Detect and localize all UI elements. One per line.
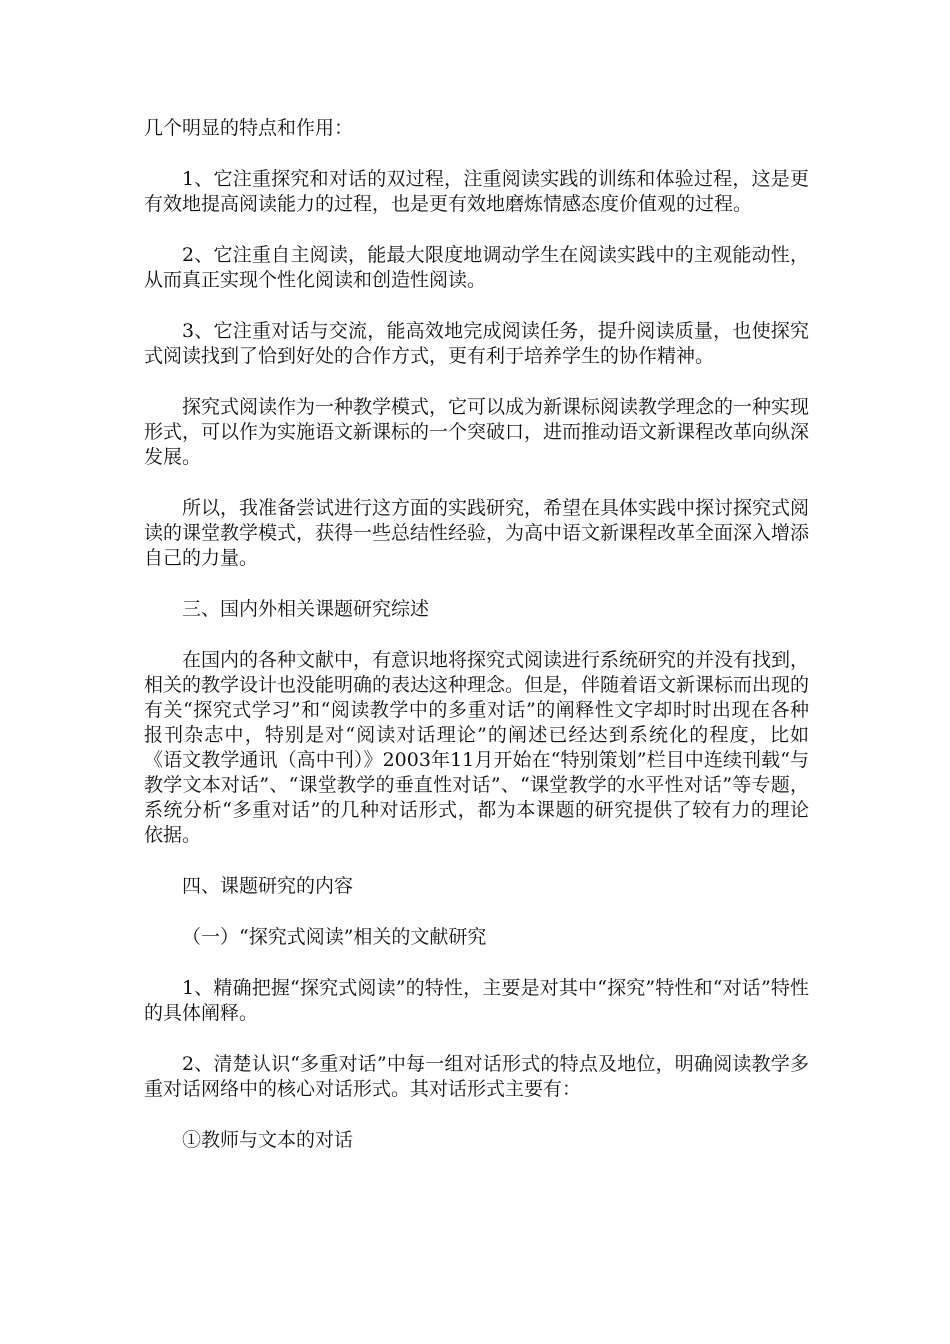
paragraph-literature-review: 在国内的各种文献中，有意识地将探究式阅读进行系统研究的并没有找到，相关的教学设计也没能明确的表达这种理念。但是，伴随着语文新课标而出现的有关“探究式学习”和“阅读教学中的多重对话”的阐释性文字却时时出现在各种报刊杂志中，特别是对“阅读对话理论”的阐述已经达到系统化的程度，比如《语文教学通讯（高中刊）》2003年11月开始在“特别策划”栏目中连续刊载“与教学文本对话”、“课堂教学的垂直性对话”、“课堂教学的水平性对话”等专题，系统分析“多重对话”的几种对话形式，都为本课题的研究提供了较有力的理论依据。 [144,649,810,846]
paragraph-feature-3: 3、它注重对话与交流，能高效地完成阅读任务，提升阅读质量，也使探究式阅读找到了恰到好处的合作方式，更有利于培养学生的协作精神。 [144,320,809,367]
paragraph-research-intent: 所以，我准备尝试进行这方面的实践研究，希望在具体实践中探讨探究式阅读的课堂教学模式，获得一些总结性经验，为高中语文新课程改革全面深入增添自己的力量。 [144,497,810,569]
section-heading-research-content: 四、课题研究的内容 [182,875,354,897]
paragraph-content-item-1: 1、精确把握“探究式阅读”的特性，主要是对其中“探究”特性和“对话”特性的具体阐释。 [144,977,809,1024]
paragraph-feature-2: 2、它注重自主阅读，能最大限度地调动学生在阅读实践中的主观能动性，从而真正实现个性化阅读和创造性阅读。 [144,244,809,291]
paragraph-intro: 几个明显的特点和作用： [144,117,354,139]
section-heading-literature-review: 三、国内外相关课题研究综述 [182,598,430,620]
subsection-heading-literature-study: （一）“探究式阅读”相关的文献研究 [182,926,487,948]
paragraph-dialogue-form-1: ①教师与文本的对话 [182,1129,354,1151]
paragraph-content-item-2: 2、清楚认识“多重对话”中每一组对话形式的特点及地位，明确阅读教学多重对话网络中的核心对话形式。其对话形式主要有： [144,1053,809,1100]
paragraph-teaching-mode: 探究式阅读作为一种教学模式，它可以成为新课标阅读教学理念的一种实现形式，可以作为实施语文新课标的一个突破口，进而推动语文新课程改革向纵深发展。 [144,396,810,468]
paragraph-feature-1: 1、它注重探究和对话的双过程，注重阅读实践的训练和体验过程，这是更有效地提高阅读能力的过程，也是更有效地磨炼情感态度价值观的过程。 [144,168,809,215]
document-body [144,116,809,1179]
